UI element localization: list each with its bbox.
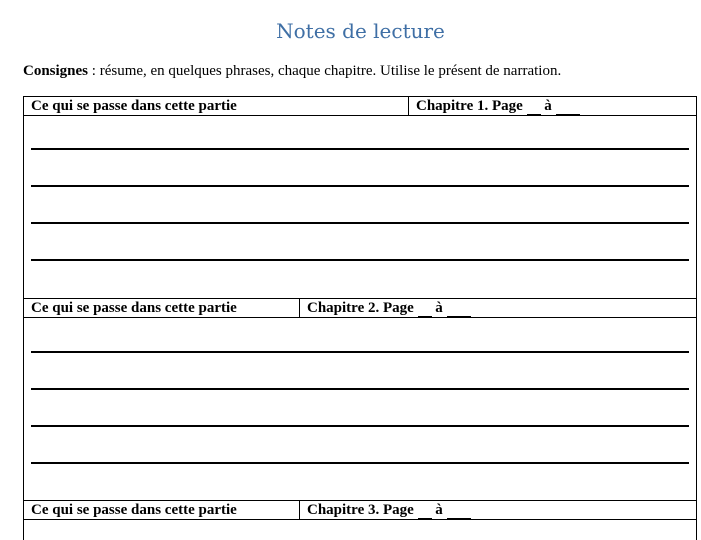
chapter-page-label bbox=[307, 501, 471, 520]
chapter-section-2 bbox=[23, 298, 697, 501]
section-left-label: Ce qui se passe dans cette partie bbox=[31, 98, 237, 114]
chapter-page-label bbox=[416, 97, 580, 116]
chapter-label: Chapitre 2. Page bbox=[307, 300, 414, 316]
section-header bbox=[24, 500, 696, 520]
page-end-blank[interactable] bbox=[447, 302, 471, 318]
header-divider bbox=[299, 299, 300, 317]
to-label: à bbox=[435, 502, 443, 518]
page-end-blank[interactable] bbox=[447, 504, 471, 520]
section-header bbox=[24, 96, 696, 116]
instructions bbox=[23, 63, 561, 80]
chapter-label: Chapitre 1. Page bbox=[416, 98, 523, 114]
writing-line[interactable] bbox=[31, 351, 689, 353]
section-left-label: Ce qui se passe dans cette partie bbox=[31, 502, 237, 518]
to-label: à bbox=[544, 98, 552, 114]
chapter-section-3 bbox=[23, 500, 697, 540]
writing-line[interactable] bbox=[31, 222, 689, 224]
chapter-section-1 bbox=[23, 96, 697, 299]
writing-line[interactable] bbox=[31, 425, 689, 427]
header-divider bbox=[299, 501, 300, 519]
page-end-blank[interactable] bbox=[556, 100, 580, 116]
writing-line[interactable] bbox=[31, 462, 689, 464]
page-start-blank[interactable] bbox=[527, 100, 541, 116]
page-start-blank[interactable] bbox=[418, 504, 432, 520]
header-divider bbox=[408, 97, 409, 115]
writing-line[interactable] bbox=[31, 148, 689, 150]
page-start-blank[interactable] bbox=[418, 302, 432, 318]
writing-line[interactable] bbox=[31, 259, 689, 261]
to-label: à bbox=[435, 300, 443, 316]
chapter-label: Chapitre 3. Page bbox=[307, 502, 414, 518]
writing-line[interactable] bbox=[31, 185, 689, 187]
writing-line[interactable] bbox=[31, 388, 689, 390]
instructions-text: : résume, en quelques phrases, chaque chapitre. Utilise le présent de narration. bbox=[88, 63, 562, 79]
section-header bbox=[24, 298, 696, 318]
instructions-label: Consignes bbox=[23, 63, 89, 79]
chapter-page-label bbox=[307, 299, 471, 318]
page-title: Notes de lecture bbox=[276, 19, 445, 43]
section-left-label: Ce qui se passe dans cette partie bbox=[31, 300, 237, 316]
